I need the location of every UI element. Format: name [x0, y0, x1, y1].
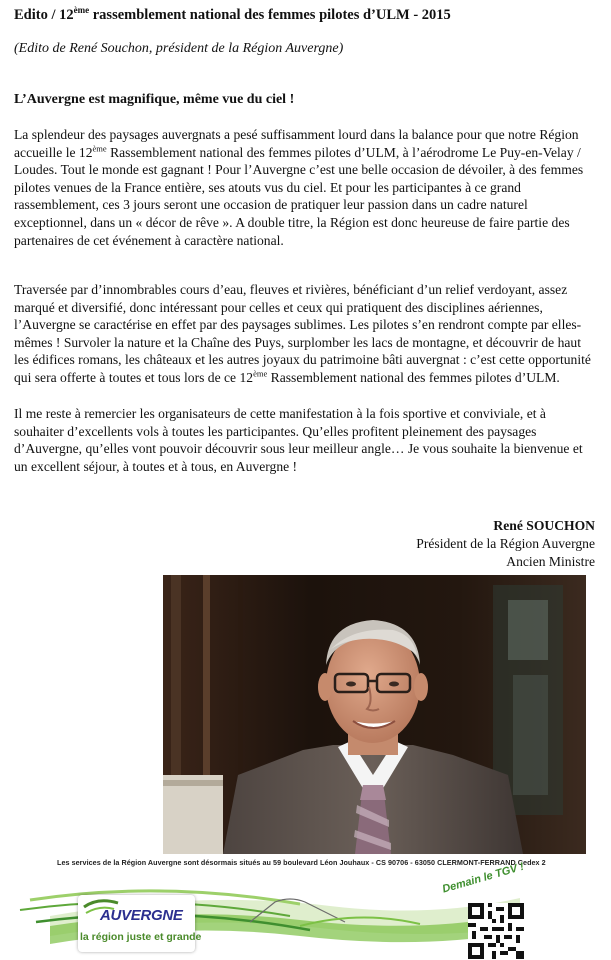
tgv-slogan: Demain le TGV ! [441, 860, 526, 896]
qr-code-icon[interactable] [468, 903, 524, 959]
footer-address: Les services de la Région Auvergne sont désormais situés au 59 boulevard Léon Jouhaux - CS 90706 - 63050 CLERMONT-FERRAND Cedex 2 [57, 858, 546, 867]
subtitle: (Edito de René Souchon, président de la Région Auvergne) [14, 41, 344, 56]
signature-name: René SOUCHON [493, 518, 595, 533]
logo-name: AUVERGNE [100, 907, 183, 924]
portrait-photo [163, 575, 586, 854]
paragraph-3: Il me reste à remercier les organisateurs de cette manifestation à la fois sportive et conviviale, et à souhaiter d’excellents vols à toutes les participantes. Qu’elles profitent pleinement des paysages d’Auvergne, qu’elles vont pouvoir découvrir sous leur meilleur angle… Je vous souhaite la bienvenue et un excellent séjour, à toutes et à tous, en Auvergne ! [14, 406, 583, 474]
paragraph-1: La splendeur des paysages auvergnats a pesé suffisamment lourd dans la balance pour que notre Région accueille le 12ème Rassemblement national des femmes pilotes d’ULM, à l’aérodrome Le Puy-en-Velay / Loudes. Tout le monde est gagnant ! Pour l’Auvergne c’est une belle occasion de dévoiler, à des femmes pilotes venues de la France entière, ses atouts vus du ciel. Et pour les participantes à ce grand rassemblement, ces 3 jours seront une occasion de pratiquer leur passion dans un cadre naturel exceptionnel, dans un « décor de rêve ». A double titre, la Région est donc heureuse de faire partie des partenaires de cet événement à caractère national. [14, 127, 584, 248]
article-heading: L’Auvergne est magnifique, même vue du ciel ! [14, 92, 295, 107]
signature-role: Président de la Région Auvergne [416, 536, 595, 551]
logo-tagline: la région juste et grande [80, 931, 202, 943]
page-title: Edito / 12ème rassemblement national des femmes pilotes d’ULM - 2015 [14, 5, 451, 23]
signature-former-role: Ancien Ministre [506, 554, 595, 569]
auvergne-logo [78, 895, 202, 952]
paragraph-2: Traversée par d’innombrables cours d’eau, fleuves et rivières, bénéficiant d’un relief verdoyant, assez marqué et diversifié, donc intéressant pour celles et ceux qui pratiquent des disciplines aériennes, l’Auvergne se caractérise en effet par des paysages sublimes. Les pilotes s’en rendront compte par elles-mêmes ! Survoler la nature et la Chaîne des Puys, surplomber les lacs de montagne, et découvrir de haut les édifices romans, les châteaux et les autres joyaux du patrimoine bâti auvergnat : c’est cette opportunité qui sera offerte à toutes et tous lors de ce 12ème Rassemblement national des femmes pilotes d’ULM. [14, 282, 591, 385]
